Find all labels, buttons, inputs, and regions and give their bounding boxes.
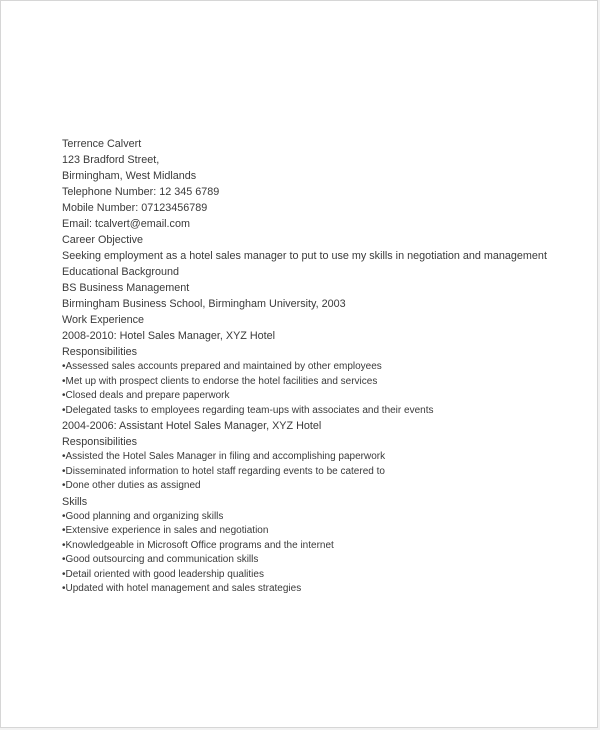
job-1-bullet: •Met up with prospect clients to endorse the hotel facilities and services: [62, 375, 378, 387]
degree: BS Business Management: [62, 282, 190, 294]
job-1-bullet: •Assessed sales accounts prepared and maintained by other employees: [62, 361, 382, 372]
job-1-bullet: •Delegated tasks to employees regarding team-ups with associates and their events: [62, 404, 434, 416]
job-2-bullet: •Disseminated information to hotel staff regarding events to be catered to: [62, 465, 385, 477]
mobile-number: Mobile Number: 07123456789: [62, 202, 208, 214]
job-1-responsibilities-heading: Responsibilities: [62, 346, 138, 358]
work-experience-heading: Work Experience: [62, 314, 145, 326]
skill-bullet: •Knowledgeable in Microsoft Office programs and the internet: [62, 539, 334, 551]
career-objective-text: Seeking employment as a hotel sales manager to put to use my skills in negotiation and management: [62, 250, 547, 262]
skill-bullet: •Good outsourcing and communication skills: [62, 554, 259, 565]
skills-heading: Skills: [62, 495, 88, 508]
job-2-bullet: •Done other duties as assigned: [62, 480, 201, 491]
telephone-number: Telephone Number: 12 345 6789: [62, 186, 220, 198]
skill-bullet: •Updated with hotel management and sales strategies: [62, 583, 302, 594]
job-2-responsibilities-heading: Responsibilities: [62, 436, 138, 448]
job-2-title: 2004-2006: Assistant Hotel Sales Manager, XYZ Hotel: [62, 420, 322, 432]
career-objective-heading: Career Objective: [62, 234, 144, 246]
address-line-1: 123 Bradford Street,: [62, 154, 160, 166]
skill-bullet: •Good planning and organizing skills: [62, 510, 224, 522]
skill-bullet: •Extensive experience in sales and negotiation: [62, 525, 269, 536]
school: Birmingham Business School, Birmingham University, 2003: [62, 298, 346, 310]
address-line-2: Birmingham, West Midlands: [62, 170, 197, 182]
job-1-bullet: •Closed deals and prepare paperwork: [62, 390, 230, 401]
applicant-name: Terrence Calvert: [62, 138, 142, 150]
job-2-bullet: •Assisted the Hotel Sales Manager in filing and accomplishing paperwork: [62, 451, 386, 462]
skill-bullet: •Detail oriented with good leadership qualities: [62, 568, 264, 580]
resume-content: [62, 136, 582, 597]
education-heading: Educational Background: [62, 266, 180, 278]
job-1-title: 2008-2010: Hotel Sales Manager, XYZ Hotel: [62, 330, 276, 342]
email-address: Email: tcalvert@email.com: [62, 218, 190, 230]
